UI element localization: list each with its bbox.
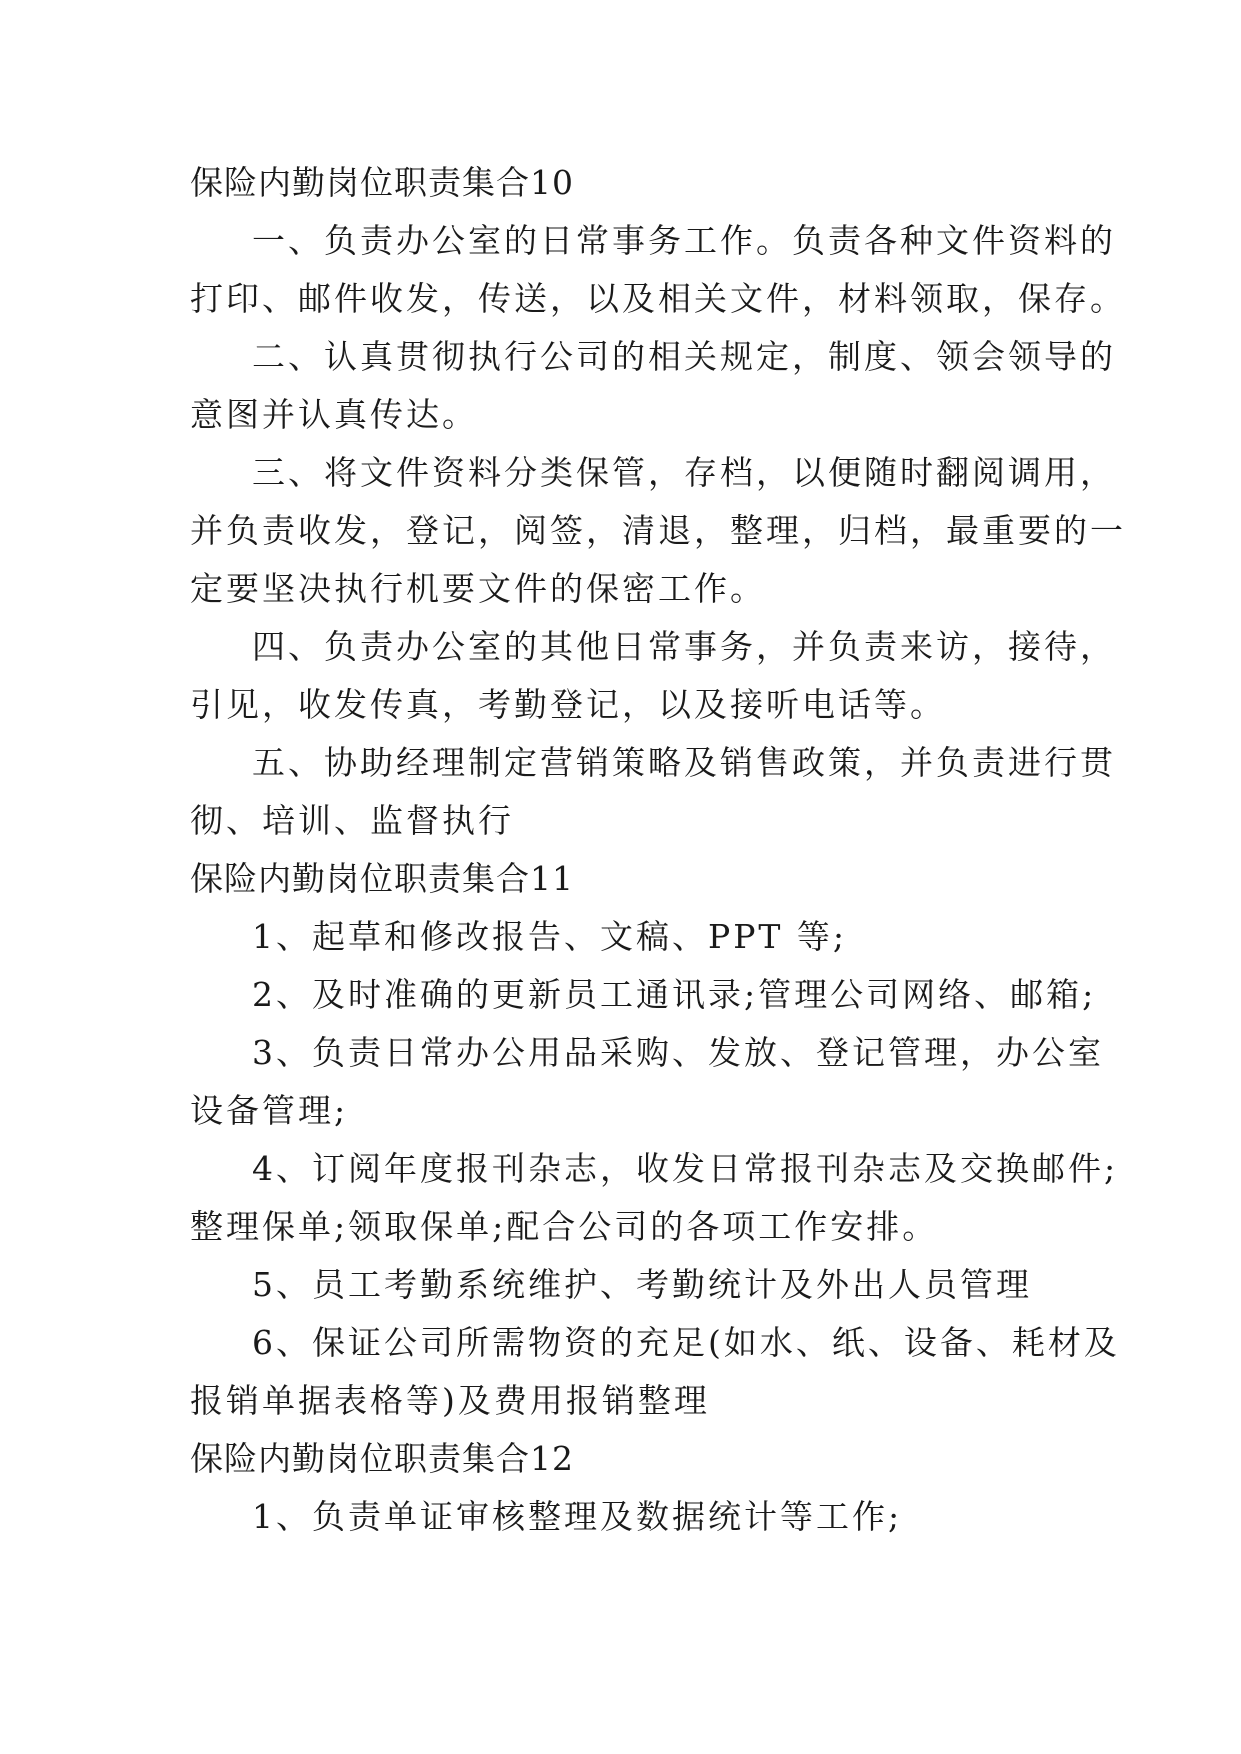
paragraph-line: 4、订阅年度报刊杂志，收发日常报刊杂志及交换邮件; bbox=[252, 1149, 1119, 1188]
paragraph-line: 1、负责单证审核整理及数据统计等工作; bbox=[252, 1497, 903, 1536]
paragraph-line: 设备管理; bbox=[190, 1091, 349, 1130]
paragraph-line: 3、负责日常办公用品采购、发放、登记管理，办公室 bbox=[252, 1033, 1104, 1072]
paragraph-line: 彻、培训、监督执行 bbox=[190, 801, 514, 840]
paragraph-line: 意图并认真传达。 bbox=[190, 395, 478, 434]
paragraph-line: 定要坚决执行机要文件的保密工作。 bbox=[190, 569, 766, 608]
paragraph-line: 报销单据表格等)及费用报销整理 bbox=[190, 1381, 710, 1420]
section-title: 保险内勤岗位职责集合12 bbox=[190, 1439, 574, 1478]
paragraph-line: 并负责收发，登记，阅签，清退，整理，归档，最重要的一 bbox=[190, 511, 1126, 550]
paragraph-line: 引见，收发传真，考勤登记，以及接听电话等。 bbox=[190, 685, 946, 724]
paragraph-line: 整理保单;领取保单;配合公司的各项工作安排。 bbox=[190, 1207, 939, 1246]
paragraph-line: 五、协助经理制定营销策略及销售政策，并负责进行贯 bbox=[252, 743, 1116, 782]
paragraph-line: 三、将文件资料分类保管，存档，以便随时翻阅调用， bbox=[252, 453, 1116, 492]
paragraph-line: 5、员工考勤系统维护、考勤统计及外出人员管理 bbox=[252, 1265, 1032, 1304]
paragraph-line: 二、认真贯彻执行公司的相关规定，制度、领会领导的 bbox=[252, 337, 1116, 376]
section-title: 保险内勤岗位职责集合11 bbox=[190, 859, 574, 898]
paragraph-line: 打印、邮件收发，传送，以及相关文件，材料领取，保存。 bbox=[190, 279, 1126, 318]
section-title: 保险内勤岗位职责集合10 bbox=[190, 163, 574, 202]
paragraph-line: 6、保证公司所需物资的充足(如水、纸、设备、耗材及 bbox=[252, 1323, 1120, 1362]
paragraph-line: 1、起草和修改报告、文稿、PPT 等; bbox=[252, 917, 848, 956]
document-body bbox=[190, 154, 1126, 1546]
paragraph-line: 四、负责办公室的其他日常事务，并负责来访，接待， bbox=[252, 627, 1116, 666]
paragraph-line: 一、负责办公室的日常事务工作。负责各种文件资料的 bbox=[252, 221, 1116, 260]
paragraph-line: 2、及时准确的更新员工通讯录;管理公司网络、邮箱; bbox=[252, 975, 1097, 1014]
